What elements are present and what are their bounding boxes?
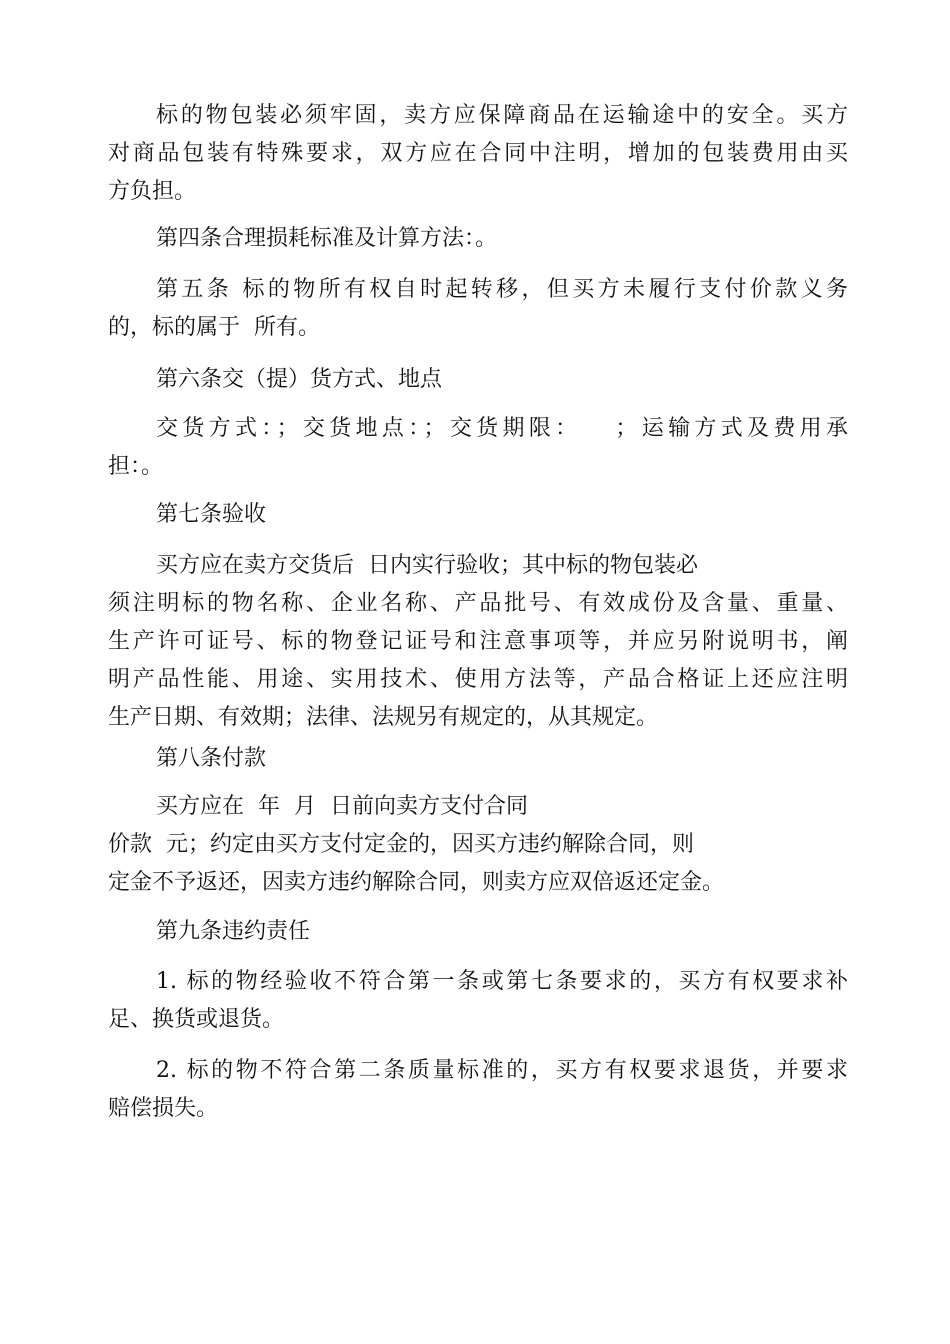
text-line: 第四条合理损耗标准及计算方法：。 bbox=[156, 226, 498, 251]
paragraph-article-7-body bbox=[108, 547, 848, 737]
text-line: 须注明标的物名称、企业名称、产品批号、有效成份及含量、重量、 bbox=[108, 591, 848, 616]
text-line: 赔偿损失。 bbox=[108, 1096, 219, 1121]
text-line: 的，标的属于 所有。 bbox=[108, 315, 320, 340]
text-line: 价款 元；约定由买方支付定金的，因买方违约解除合同，则 bbox=[108, 832, 694, 857]
paragraph-article-7-heading bbox=[108, 496, 848, 534]
text-line: 生产许可证号、标的物登记证号和注意事项等，并应另附说明书，阐 bbox=[108, 629, 848, 654]
text-line: 买方应在卖方交货后 日内实行验收；其中标的物包装必 bbox=[156, 553, 698, 578]
text-line: 1. 标的物经验收不符合第一条或第七条要求的，买方有权要求补 bbox=[156, 969, 848, 994]
text-line: 定金不予返还，因卖方违约解除合同，则卖方应双倍返还定金。 bbox=[108, 870, 725, 895]
text-line: 第五条 标的物所有权自时起转移，但买方未履行支付价款义务 bbox=[156, 277, 848, 302]
paragraph-article-8-heading bbox=[108, 740, 848, 778]
text-line: 方负担。 bbox=[108, 179, 197, 204]
paragraph-packaging bbox=[108, 97, 848, 211]
text-line: 买方应在 年 月 日前向卖方支付合同 bbox=[156, 794, 528, 819]
text-line: 对商品包装有特殊要求，双方应在合同中注明，增加的包装费用由买 bbox=[108, 141, 848, 166]
text-line: 2. 标的物不符合第二条质量标准的，买方有权要求退货，并要求 bbox=[156, 1058, 848, 1083]
paragraph-article-4 bbox=[108, 220, 848, 258]
text-line: 交货方式：；交货地点：；交货期限： ；运输方式及费用承 bbox=[156, 416, 848, 441]
text-line: 明产品性能、用途、实用技术、使用方法等，产品合格证上还应注明 bbox=[108, 667, 848, 692]
text-line: 第六条交（提）货方式、地点 bbox=[156, 367, 443, 392]
text-line: 担：。 bbox=[108, 454, 164, 479]
text-line: 标的物包装必须牢固，卖方应保障商品在运输途中的安全。买方 bbox=[156, 103, 848, 128]
text-line: 第七条验收 bbox=[156, 502, 267, 527]
text-line: 生产日期、有效期；法律、法规另有规定的，从其规定。 bbox=[108, 705, 659, 730]
paragraph-article-8-body bbox=[108, 788, 848, 902]
text-line: 第八条付款 bbox=[156, 746, 267, 771]
paragraph-article-9-item-2 bbox=[108, 1052, 848, 1128]
text-line: 第九条违约责任 bbox=[156, 919, 311, 944]
paragraph-article-5 bbox=[108, 271, 848, 347]
paragraph-article-6-heading bbox=[108, 361, 848, 399]
paragraph-article-9-heading bbox=[108, 913, 848, 951]
paragraph-article-6-body bbox=[108, 410, 848, 486]
paragraph-article-9-item-1 bbox=[108, 963, 848, 1039]
text-line: 足、换货或退货。 bbox=[108, 1007, 285, 1032]
